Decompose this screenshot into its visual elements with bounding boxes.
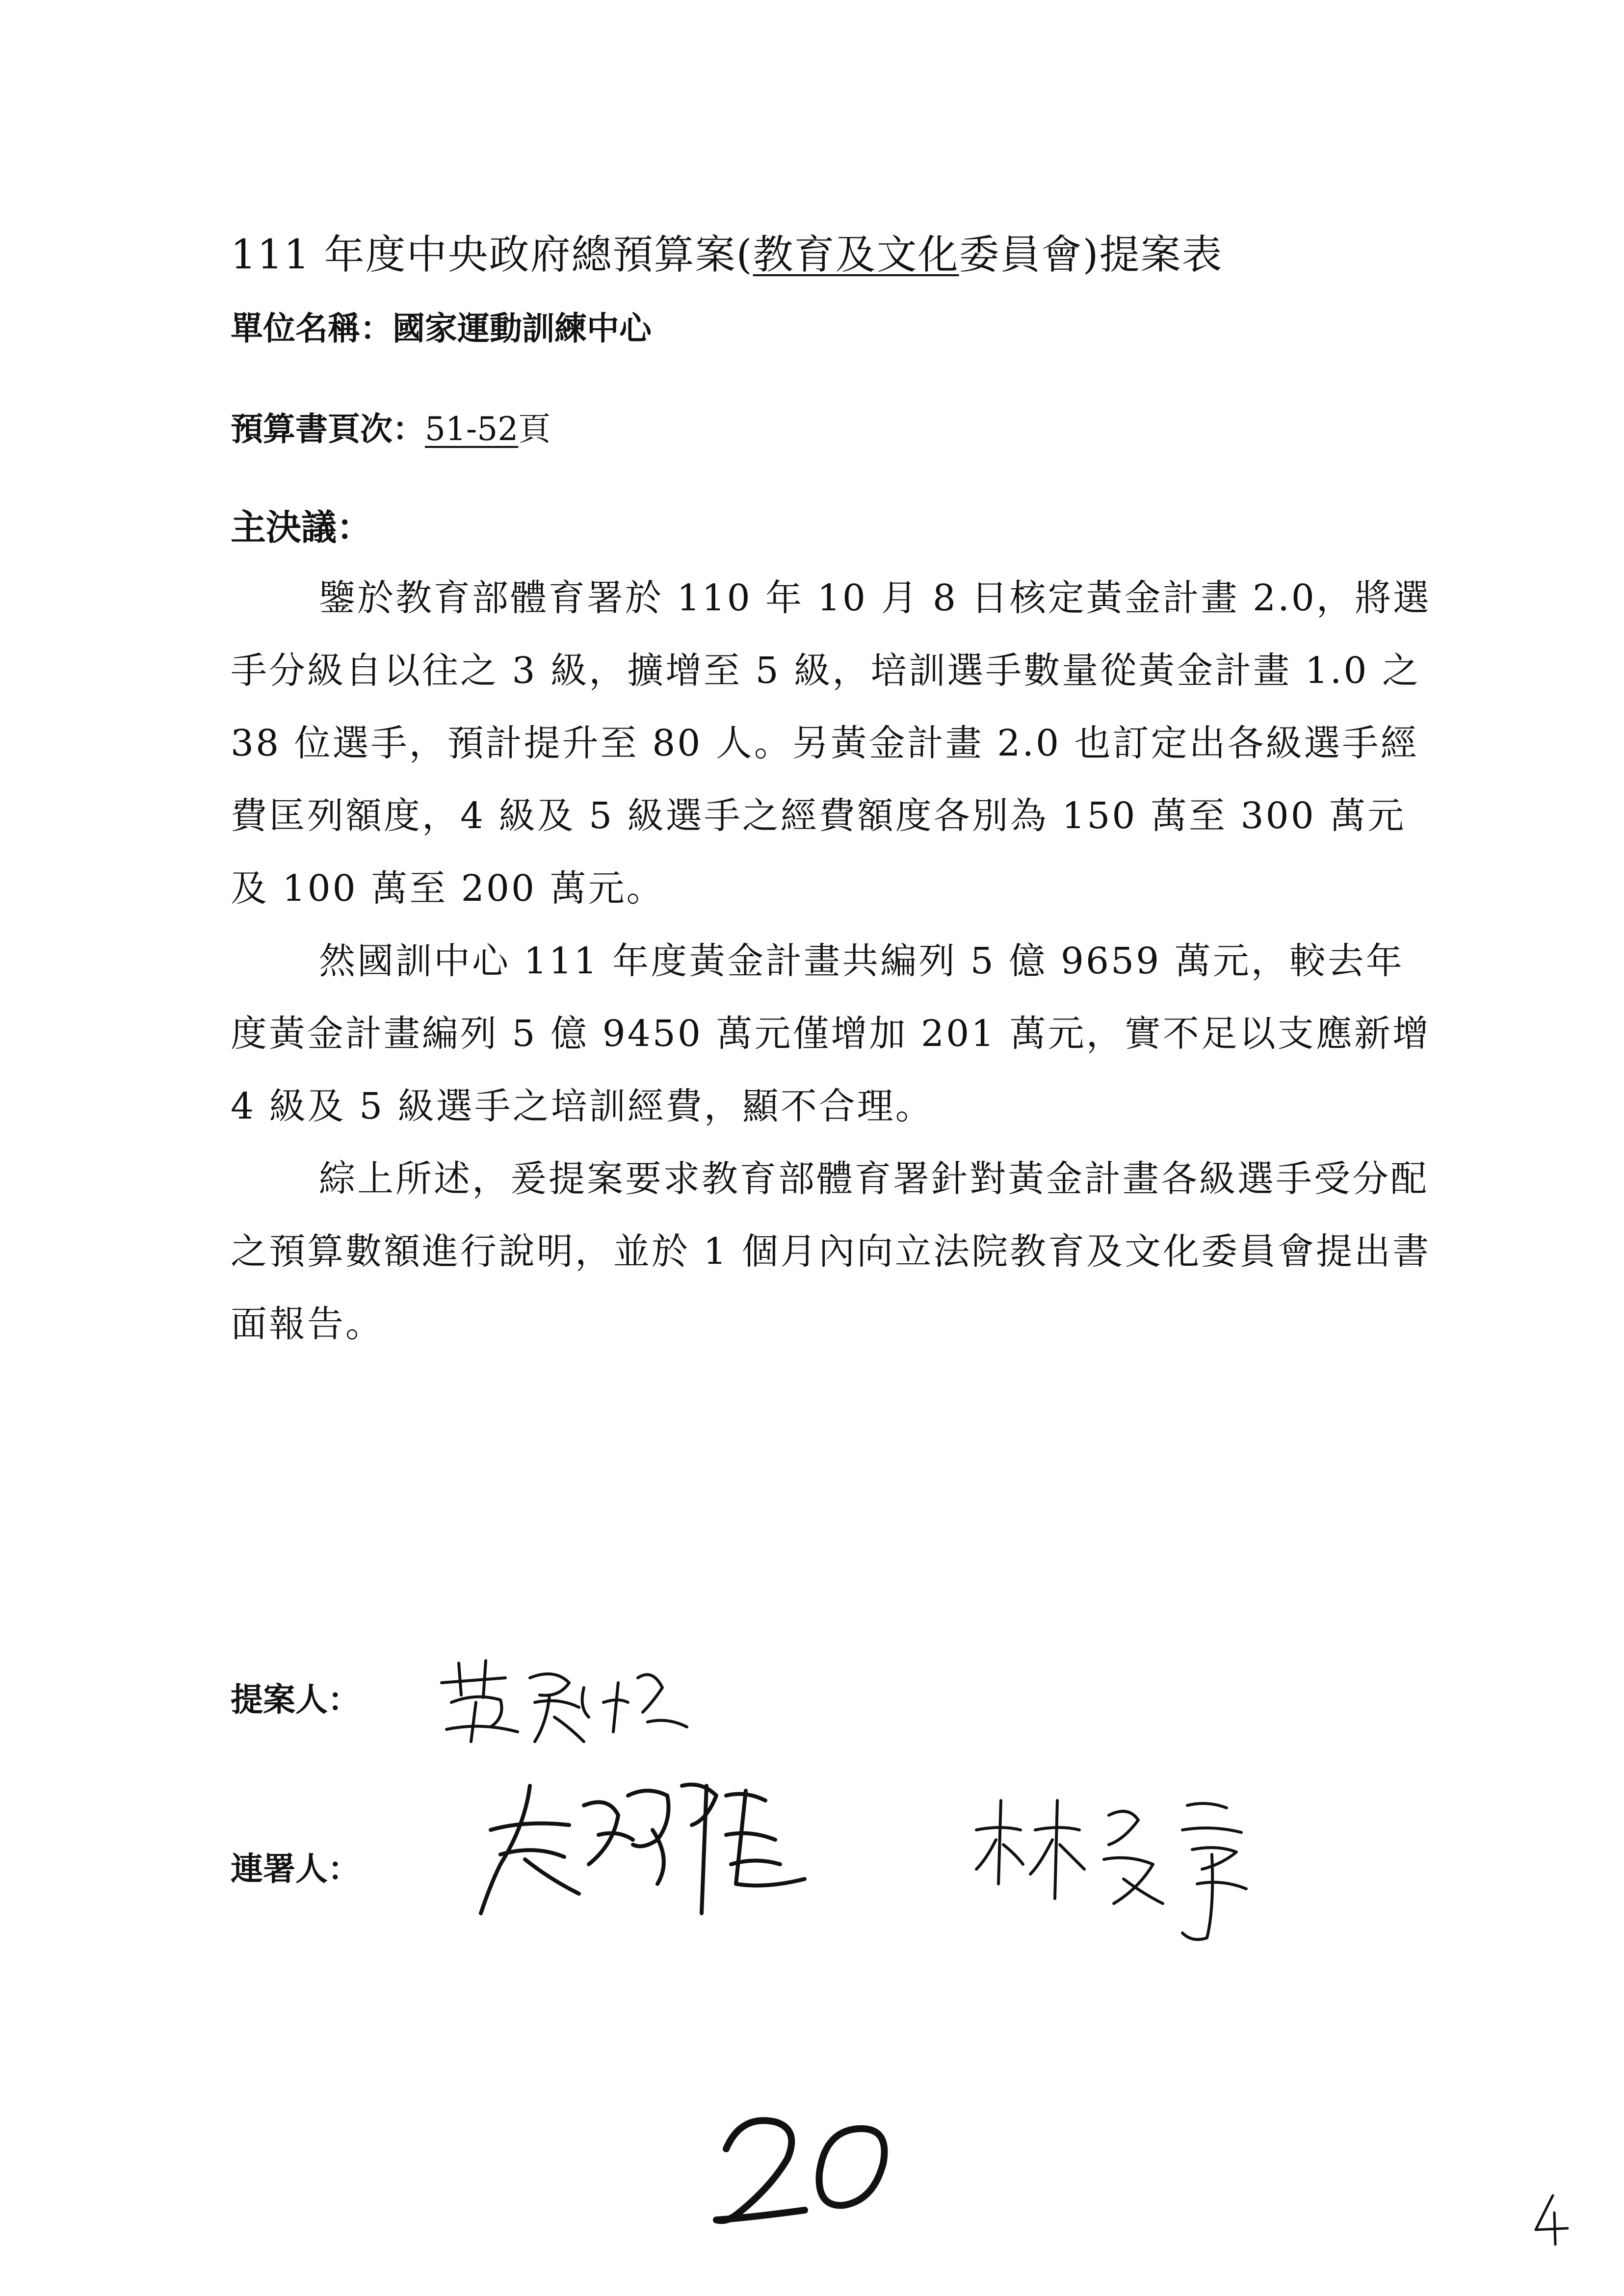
cosigner-label: 連署人：	[231, 1850, 360, 1888]
decision-label: 主決議：	[231, 507, 372, 548]
budget-page-unit: 頁	[518, 410, 551, 448]
budget-page-row	[231, 410, 550, 449]
budget-page-value: 51-52	[425, 410, 519, 448]
title-prefix: 111 年度中央政府總預算案(	[231, 232, 753, 278]
cosigner-signature-2	[967, 1786, 1271, 1948]
decision-body	[231, 562, 1433, 1360]
page-title	[231, 231, 1223, 280]
paragraph-2: 然國訓中心 111 年度黃金計畫共編列 5 億 9659 萬元，較去年度黃金計畫編列 5 億 9450 萬元僅增加 201 萬元，實不足以支應新增 4 級及 5 級選手之培訓經費，顯不合理。	[231, 940, 1431, 1127]
title-suffix: 委員會)提案表	[959, 232, 1223, 278]
handwritten-number-20	[707, 2105, 913, 2232]
proposer-signature	[432, 1648, 707, 1756]
unit-label: 單位名稱：	[231, 310, 393, 347]
proposer-label: 提案人：	[231, 1681, 360, 1719]
unit-value: 國家運動訓練中心	[393, 310, 652, 347]
paragraph-1: 鑒於教育部體育署於 110 年 10 月 8 日核定黃金計畫 2.0，將選手分級自以往之 3 級，擴增至 5 級，培訓選手數量從黃金計畫 1.0 之 38 位選手，預計提升至 80 人。另黃金計畫 2.0 也訂定出各級選手經費匡列額度，4 級及 5 級選手之經費額度各別為 150 萬至 300 萬元及 100 萬至 200 萬元。	[231, 577, 1431, 910]
unit-row	[231, 309, 652, 348]
page-number-4	[1531, 2193, 1570, 2247]
title-committee: 教育及文化	[753, 232, 959, 278]
cosigner-signature-1	[471, 1766, 844, 1923]
budget-page-label: 預算書頁次：	[231, 410, 425, 448]
paragraph-3: 綜上所述，爰提案要求教育部體育署針對黃金計畫各級選手受分配之預算數額進行說明，並於 1 個月內向立法院教育及文化委員會提出書面報告。	[231, 1158, 1431, 1345]
